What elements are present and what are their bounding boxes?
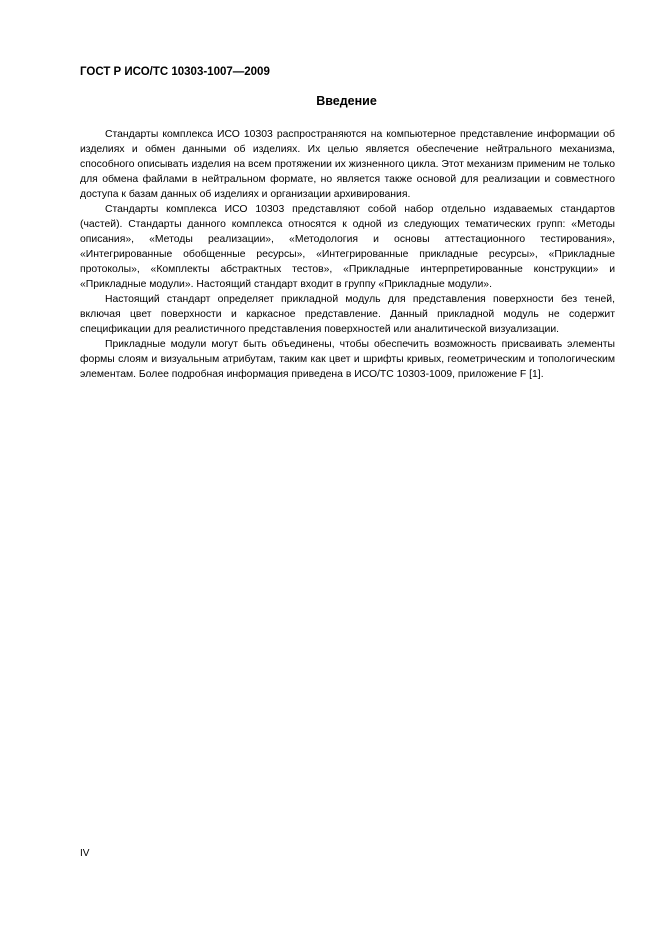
paragraph-1: Стандарты комплекса ИСО 10303 распространяются на компьютерное представление информации об изделиях и обмен данными об изделиях. Их целью является обеспечение нейтрального механизма, способного описывать изделия на всем протяжении их жизненного цикла. Этот механизм применим не только для обмена файлами в нейтральном формате, но является также основой для реализации и совместного доступа к базам данных об изделиях и организации архивирования. [80, 129, 615, 200]
body-text [80, 127, 615, 382]
paragraph-2: Стандарты комплекса ИСО 10303 представляют собой набор отдельно издаваемых стандартов (частей). Стандарты данного комплекса относятся к одной из следующих тематических групп: «Методы описания», «Методы реализации», «Методология и основы аттестационного тестирования», «Интегрированные обобщенные ресурсы», «Интегрированные прикладные ресурсы», «Прикладные протоколы», «Комплекты абстрактных тестов», «Прикладные интерпретированные конструкции» и «Прикладные модули». Настоящий стандарт входит в группу «Прикладные модули». [80, 204, 615, 290]
paragraph-4: Прикладные модули могут быть объединены, чтобы обеспечить возможность присваивать элементы формы слоям и визуальным атрибутам, таким как цвет и шрифты кривых, геометрическим и топологическим элементам. Более подробная информация приведена в ИСО/ТС 10303-1009, приложение F [1]. [80, 339, 615, 380]
paragraph-3: Настоящий стандарт определяет прикладной модуль для представления поверхности без теней, включая цвет поверхности и каркасное представление. Данный прикладной модуль не содержит спецификации для реалистичного представления поверхностей или аналитической визуализации. [80, 294, 615, 335]
page-number: IV [80, 848, 90, 859]
section-title: Введение [316, 94, 377, 108]
standard-code-header: ГОСТ Р ИСО/ТС 10303-1007—2009 [80, 66, 270, 78]
